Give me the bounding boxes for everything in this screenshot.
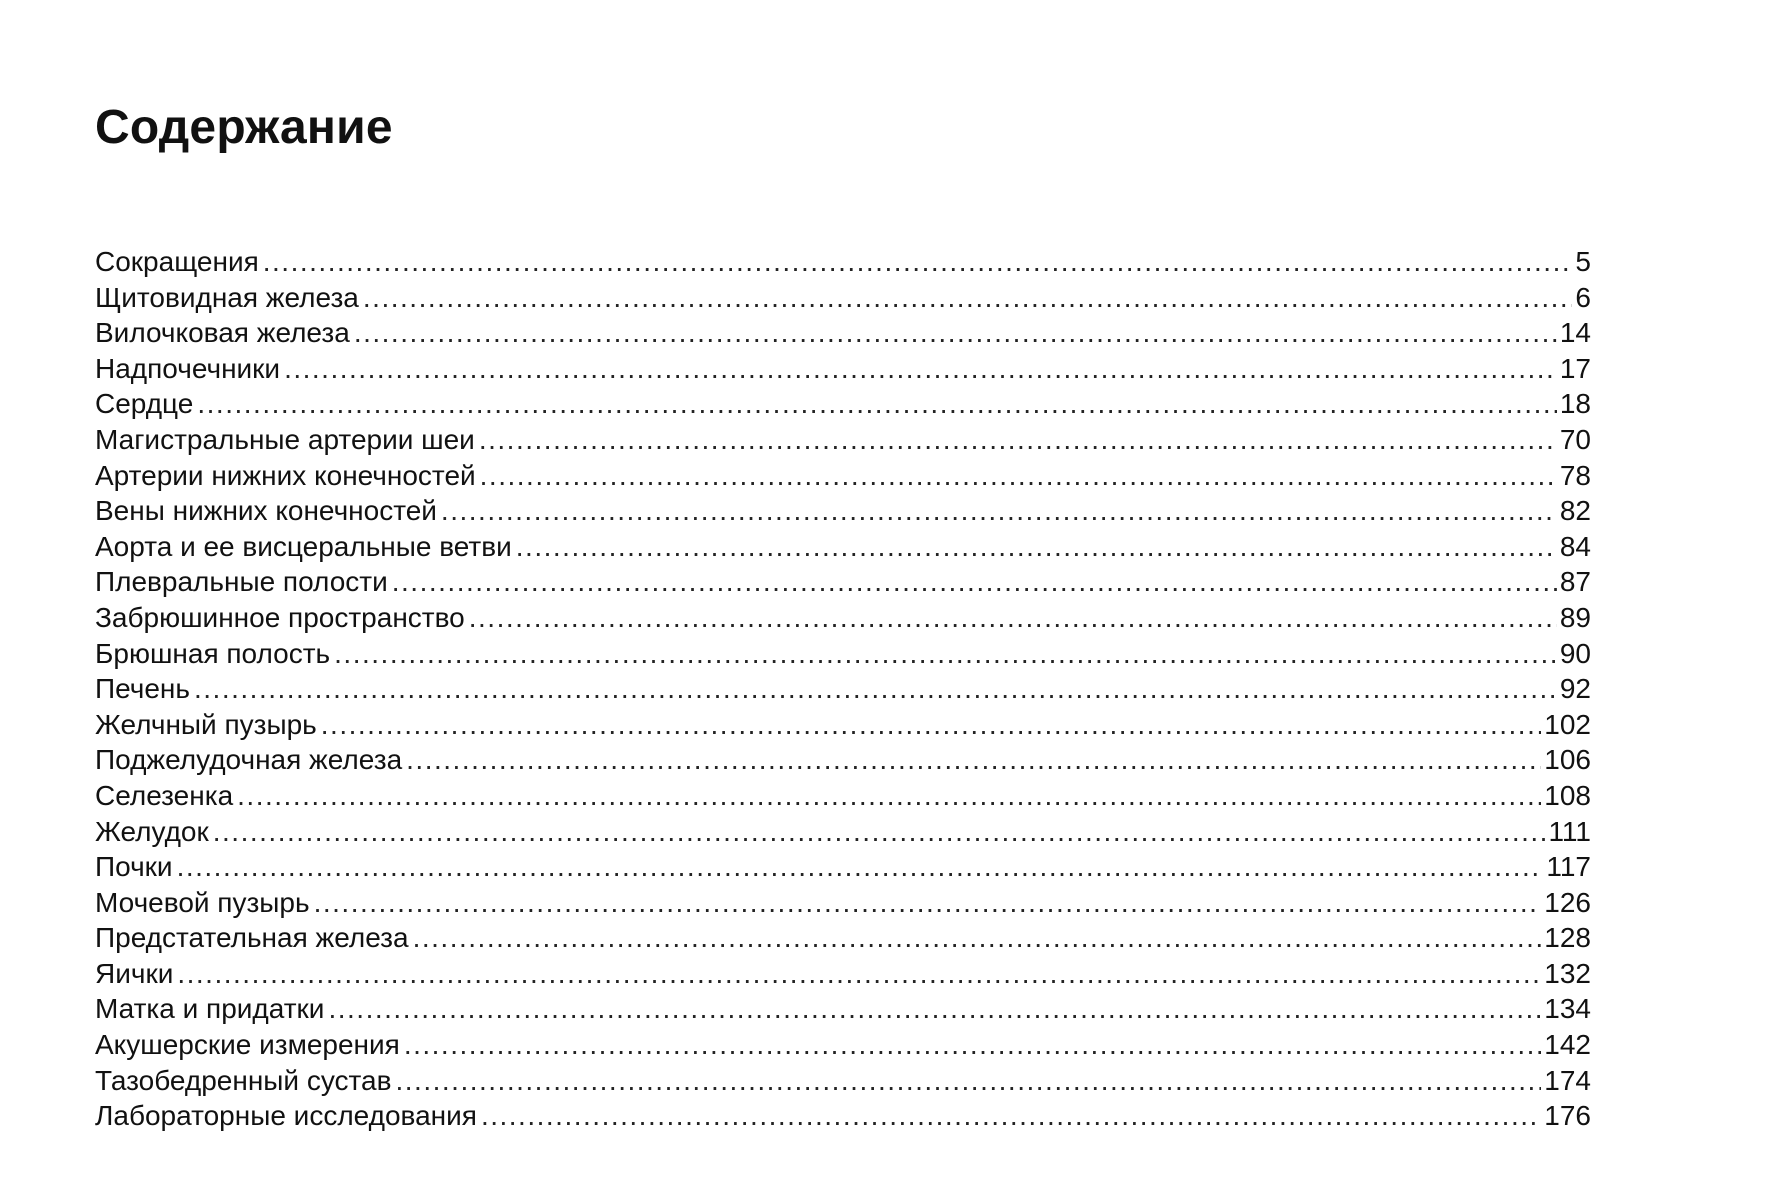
toc-entry-label: Забрюшинное пространство <box>95 601 465 633</box>
toc-dot-leader <box>237 778 1541 814</box>
toc-entry-label: Желудок <box>95 815 209 847</box>
toc-entry-page: 174 <box>1544 1064 1591 1096</box>
toc-dot-leader <box>516 529 1557 565</box>
toc-entry-page: 92 <box>1559 673 1591 705</box>
toc-entry-20[interactable] <box>95 956 1591 992</box>
toc-entry-label: Вилочковая железа <box>95 317 350 349</box>
toc-entry-19[interactable] <box>95 920 1591 956</box>
toc-dot-leader <box>363 280 1573 316</box>
toc-entry-page: 90 <box>1559 637 1591 669</box>
toc-dot-leader <box>441 493 1557 529</box>
toc-entry-page: 78 <box>1559 459 1591 491</box>
toc-entry-17[interactable] <box>95 849 1591 885</box>
toc-entry-21[interactable] <box>95 991 1591 1027</box>
toc-entry-page: 126 <box>1544 886 1591 918</box>
toc-entry-label: Сокращения <box>95 246 259 277</box>
toc-entry-page: 108 <box>1544 779 1591 811</box>
toc-entry-15[interactable] <box>95 778 1591 814</box>
toc-dot-leader <box>334 636 1557 672</box>
toc-entry-4[interactable] <box>95 386 1591 422</box>
toc-entry-page: 5 <box>1575 246 1591 277</box>
toc-entry-6[interactable] <box>95 458 1591 494</box>
toc-entry-label: Почки <box>95 851 173 883</box>
toc-entry-1[interactable] <box>95 280 1591 316</box>
toc-entry-page: 89 <box>1559 601 1591 633</box>
toc-entry-label: Магистральные артерии шеи <box>95 423 475 455</box>
toc-dot-leader <box>480 458 1557 494</box>
toc-entry-label: Поджелудочная железа <box>95 744 403 776</box>
toc-dot-leader <box>197 386 1556 422</box>
toc-entry-page: 111 <box>1548 815 1591 847</box>
toc-entry-label: Мочевой пузырь <box>95 886 310 918</box>
toc-dot-leader <box>406 742 1541 778</box>
toc-entry-page: 142 <box>1544 1029 1591 1061</box>
toc-entry-5[interactable] <box>95 422 1591 458</box>
toc-entry-label: Матка и придатки <box>95 993 325 1025</box>
toc-dot-leader <box>404 1027 1541 1063</box>
toc-entry-page: 6 <box>1575 281 1591 313</box>
table-of-contents <box>95 244 1591 1134</box>
toc-entry-7[interactable] <box>95 493 1591 529</box>
toc-entry-page: 70 <box>1559 423 1591 455</box>
toc-dot-leader <box>481 1098 1541 1134</box>
toc-entry-label: Тазобедренный сустав <box>95 1064 392 1096</box>
toc-entry-page: 102 <box>1544 708 1591 740</box>
toc-entry-16[interactable] <box>95 814 1591 850</box>
toc-entry-12[interactable] <box>95 671 1591 707</box>
toc-entry-page: 134 <box>1544 993 1591 1025</box>
toc-dot-leader <box>263 244 1573 280</box>
toc-dot-leader <box>321 707 1542 743</box>
toc-dot-leader <box>177 849 1544 885</box>
toc-entry-9[interactable] <box>95 564 1591 600</box>
toc-entry-label: Аорта и ее висцеральные ветви <box>95 530 512 562</box>
toc-entry-page: 14 <box>1559 317 1591 349</box>
toc-entry-page: 117 <box>1546 851 1591 883</box>
toc-dot-leader <box>479 422 1557 458</box>
toc-entry-label: Селезенка <box>95 779 234 811</box>
toc-dot-leader <box>314 885 1542 921</box>
toc-entry-page: 128 <box>1544 922 1591 954</box>
toc-entry-22[interactable] <box>95 1027 1591 1063</box>
toc-entry-label: Предстательная железа <box>95 922 409 954</box>
toc-entry-page: 82 <box>1559 495 1591 527</box>
toc-entry-page: 18 <box>1559 388 1591 420</box>
toc-entry-label: Надпочечники <box>95 352 281 384</box>
toc-entry-label: Щитовидная железа <box>95 281 359 313</box>
toc-dot-leader <box>392 564 1557 600</box>
toc-entry-page: 106 <box>1544 744 1591 776</box>
toc-entry-label: Артерии нижних конечностей <box>95 459 476 491</box>
toc-entry-label: Лабораторные исследования <box>95 1100 477 1132</box>
toc-dot-leader <box>213 814 1546 850</box>
toc-entry-0[interactable] <box>95 244 1591 280</box>
toc-entry-2[interactable] <box>95 315 1591 351</box>
toc-entry-3[interactable] <box>95 351 1591 387</box>
toc-entry-label: Сердце <box>95 388 194 420</box>
toc-entry-18[interactable] <box>95 885 1591 921</box>
toc-entry-page: 17 <box>1559 352 1591 384</box>
toc-entry-page: 132 <box>1544 957 1591 989</box>
toc-entry-page: 176 <box>1544 1100 1591 1132</box>
toc-dot-leader <box>284 351 1557 387</box>
toc-entry-label: Плевральные полости <box>95 566 388 598</box>
toc-entry-label: Яички <box>95 957 174 989</box>
toc-dot-leader <box>177 956 1541 992</box>
toc-entry-label: Печень <box>95 673 190 705</box>
toc-entry-label: Акушерские измерения <box>95 1029 400 1061</box>
toc-dot-leader <box>354 315 1557 351</box>
toc-dot-leader <box>328 991 1541 1027</box>
page-title: Содержание <box>95 101 393 154</box>
toc-entry-page: 87 <box>1559 566 1591 598</box>
toc-entry-23[interactable] <box>95 1063 1591 1099</box>
toc-entry-8[interactable] <box>95 529 1591 565</box>
toc-entry-10[interactable] <box>95 600 1591 636</box>
toc-entry-label: Желчный пузырь <box>95 708 317 740</box>
toc-entry-24[interactable] <box>95 1098 1591 1134</box>
toc-entry-label: Вены нижних конечностей <box>95 495 437 527</box>
toc-dot-leader <box>413 920 1542 956</box>
toc-dot-leader <box>395 1063 1541 1099</box>
toc-entry-13[interactable] <box>95 707 1591 743</box>
toc-entry-11[interactable] <box>95 636 1591 672</box>
toc-dot-leader <box>469 600 1557 636</box>
toc-dot-leader <box>194 671 1557 707</box>
toc-entry-label: Брюшная полость <box>95 637 331 669</box>
toc-entry-page: 84 <box>1559 530 1591 562</box>
toc-entry-14[interactable] <box>95 742 1591 778</box>
